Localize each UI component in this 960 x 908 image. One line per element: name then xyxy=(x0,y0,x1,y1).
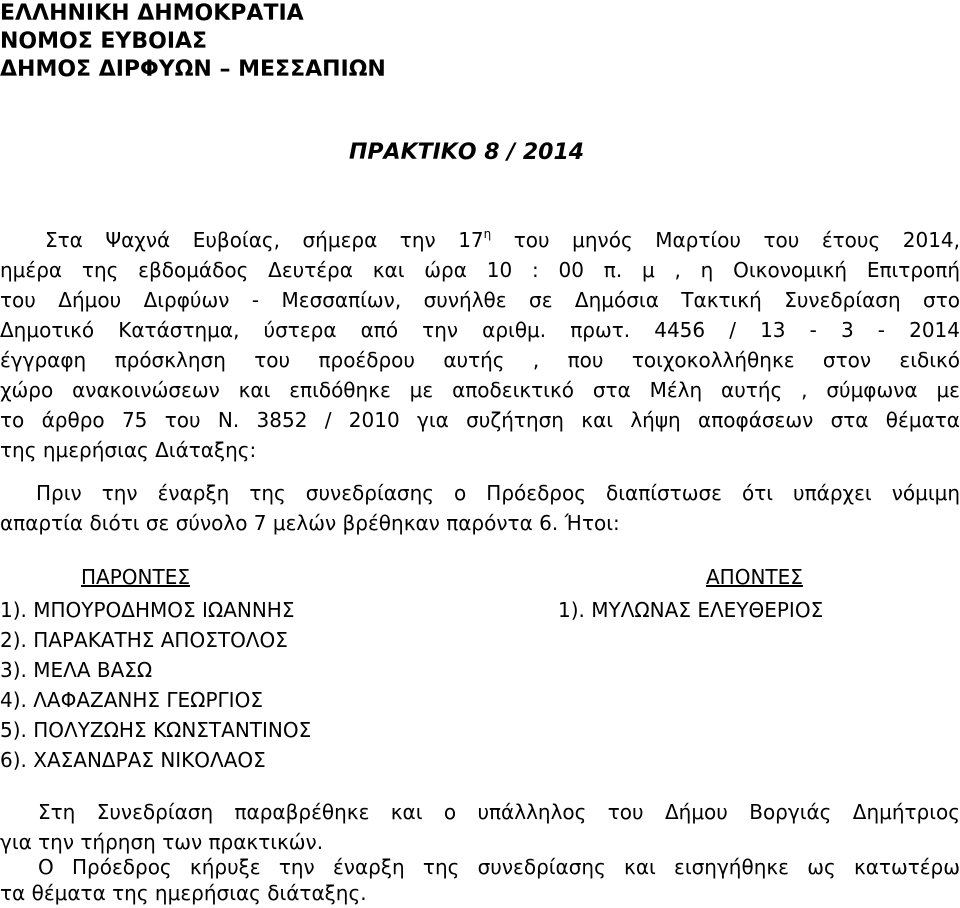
absent-member: 1). ΜΥΛΩΝΑΣ ΕΛΕΥΘΕΡΙΟΣ xyxy=(558,598,824,622)
present-member: 5). ΠΟΛΥΖΩΗΣ ΚΩΝΣΤΑΝΤΙΝΟΣ xyxy=(0,718,312,742)
quorum-line-2: απαρτία διότι σε σύνολο 7 μελών βρέθηκαν παρόντα 6. Ήτοι: xyxy=(0,511,620,535)
header-country: ΕΛΛΗΝΙΚΗ ΔΗΜΟΚΡΑΤΙΑ xyxy=(0,1,304,26)
intro-line-4: Δημοτικό Κατάστημα, ύστερα από την αριθμ. πρωτ. 4456 / 13 - 3 - 2014 xyxy=(0,318,960,342)
header-municipality: ΔΗΜΟΣ ΔΙΡΦΥΩΝ – ΜΕΣΣΑΠΙΩΝ xyxy=(0,57,386,82)
intro-line-5: έγγραφη πρόσκληση του προέδρου αυτής , που τοιχοκολλήθηκε στον ειδικό xyxy=(0,348,960,372)
present-member: 1). ΜΠΟΥΡΟΔΗΜΟΣ ΙΩΑΝΝΗΣ xyxy=(0,598,295,622)
closing-line-2: για την τήρηση των πρακτικών. xyxy=(0,830,324,854)
closing-line-4: τα θέματα της ημερήσιας διάταξης. xyxy=(0,881,367,905)
quorum-line-1: Πριν την έναρξη της συνεδρίασης ο Πρόεδρος διαπίστωσε ότι υπάρχει νόμιμη xyxy=(36,481,960,505)
intro-line-6: χώρο ανακοινώσεων και επιδόθηκε με αποδεικτικό στα Μέλη αυτής , σύμφωνα με xyxy=(0,378,960,402)
intro-line-8: της ημερήσιας Διάταξης: xyxy=(0,438,257,462)
closing-line-1: Στη Συνεδρίαση παραβρέθηκε και ο υπάλληλος του Δήμου Βοργιάς Δημήτριος xyxy=(38,800,960,824)
document-title: ΠΡΑΚΤΙΚΟ 8 / 2014 xyxy=(349,140,585,165)
present-member: 4). ΛΑΦΑΖΑΝΗΣ ΓΕΩΡΓΙΟΣ xyxy=(0,688,263,712)
intro-line-1-a: Στα Ψαχνά Ευβοίας, σήμερα την 17 xyxy=(45,228,484,252)
intro-line-2: ημέρα της εβδομάδος Δευτέρα και ώρα 10 : 00 π. μ , η Οικονομική Επιτροπή xyxy=(0,258,960,282)
present-member: 6). ΧΑΣΑΝΔΡΑΣ ΝΙΚΟΛΑΟΣ xyxy=(0,748,266,772)
present-member: 3). ΜΕΛΑ ΒΑΣΩ xyxy=(0,658,153,682)
absent-heading: ΑΠΟΝΤΕΣ xyxy=(706,565,803,589)
present-member: 2). ΠΑΡΑΚΑΤΗΣ ΑΠΟΣΤΟΛΟΣ xyxy=(0,628,288,652)
present-heading: ΠΑΡΟΝΤΕΣ xyxy=(81,565,190,589)
closing-line-3: Ο Πρόεδρος κήρυξε την έναρξη της συνεδρίασης και εισηγήθηκε ως κατωτέρω xyxy=(38,855,960,879)
intro-line-7: το άρθρο 75 του Ν. 3852 / 2010 για συζήτηση και λήψη αποφάσεων στα θέματα xyxy=(0,408,960,432)
intro-line-1 xyxy=(45,225,960,255)
intro-line-1-b: του μηνός Μαρτίου του έτους 2014, xyxy=(491,228,960,252)
header-prefecture: ΝΟΜΟΣ ΕΥΒΟΙΑΣ xyxy=(0,29,208,54)
date-superscript: η xyxy=(483,227,492,241)
intro-line-3: του Δήμου Διρφύων - Μεσσαπίων, συνήλθε σε Δημόσια Τακτική Συνεδρίαση στο xyxy=(0,288,960,312)
